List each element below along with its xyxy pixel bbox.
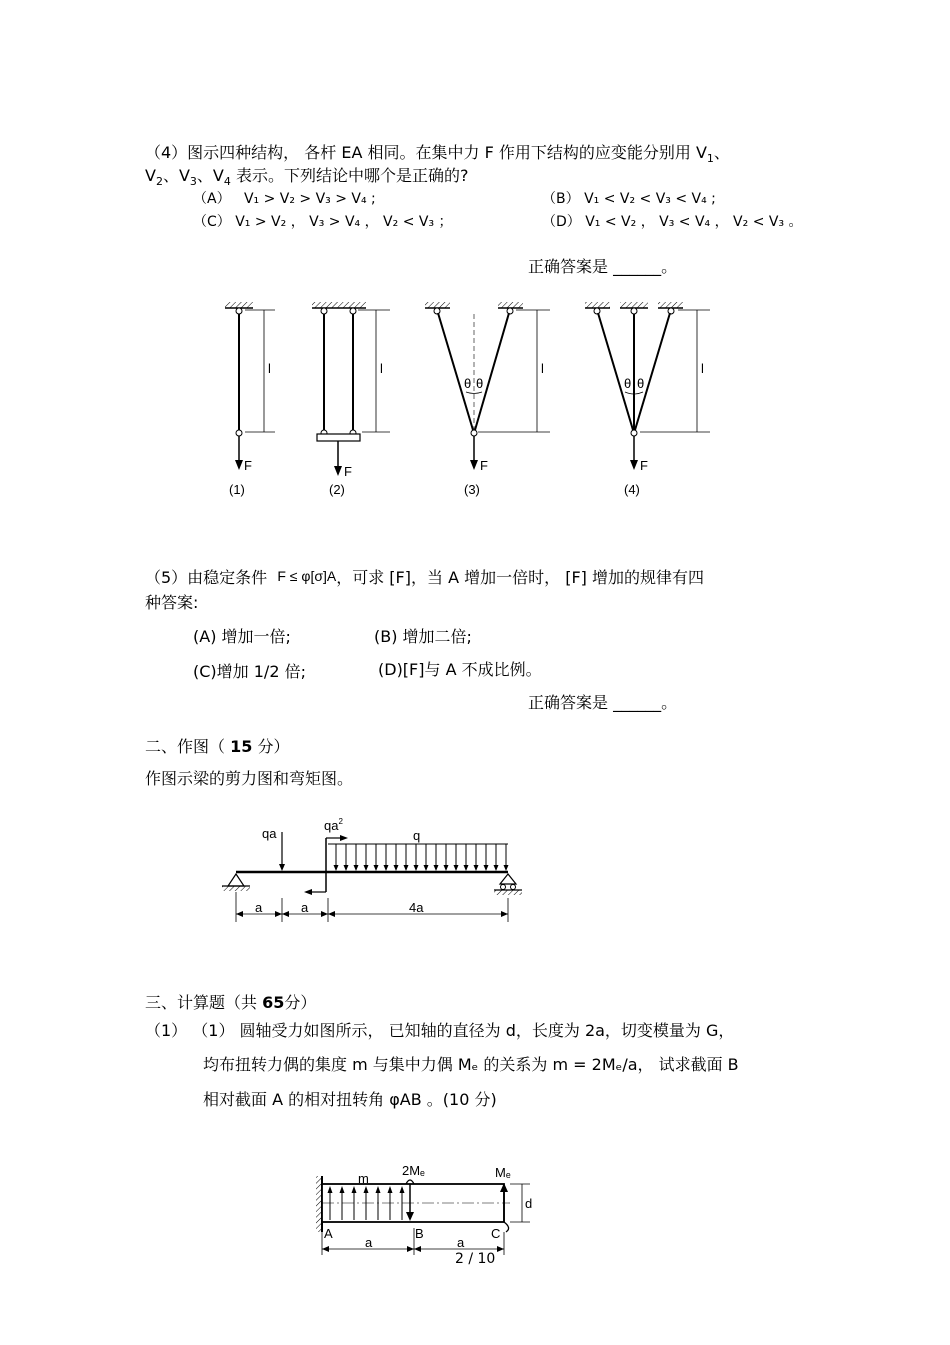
- dim-a-1: a: [255, 900, 263, 915]
- load-arrowhead: [494, 865, 499, 871]
- load-arrowhead: [484, 865, 489, 871]
- fig1-length: l: [268, 361, 271, 376]
- fig1-label: (1): [229, 482, 245, 497]
- couple-label: $qa^2$: [324, 817, 343, 833]
- q5-line1: （5）由稳定条件 F ≤ φ[σ]A，可求 [F]，当 A 增加一倍时， [F] 增加的规律有四: [145, 568, 704, 587]
- fig4-label: (4): [624, 482, 640, 497]
- load-arrowhead: [344, 865, 349, 871]
- load-arrowhead: [454, 865, 459, 871]
- structure-4: [585, 302, 710, 497]
- q5-option-b: (B) 增加二倍;: [374, 627, 472, 646]
- beam-figure: [0, 812, 950, 932]
- fig-a1-label: a: [365, 1235, 373, 1250]
- q5-option-a: (A) 增加一倍;: [193, 627, 291, 646]
- fig-2Me-label: 2Mₑ: [402, 1163, 425, 1178]
- fig3-label: (3): [464, 482, 480, 497]
- q5-line2: 种答案:: [145, 593, 199, 612]
- q4-answer: 正确答案是 ______。: [528, 257, 678, 276]
- structure-1: [225, 302, 275, 497]
- q4-structures-figure: [0, 295, 950, 555]
- fig2-label: (2): [329, 482, 345, 497]
- fig2-force: F: [344, 464, 352, 479]
- fig4-theta-left: θ: [624, 376, 632, 391]
- fig-a2-label: a: [457, 1235, 465, 1250]
- sec3-p1-line1: （1） （1） 圆轴受力如图所示， 已知轴的直径为 d，长度为 2a，切变模量为 G，: [145, 1021, 735, 1040]
- distributed-load-arrows: [334, 844, 509, 871]
- load-arrowhead: [354, 865, 359, 871]
- q4-option-b: （B） V₁ < V₂ < V₃ < V₄ ;: [542, 191, 716, 207]
- section3-title: 三、计算题（共 65分）: [145, 993, 317, 1012]
- fig-A-label: A: [324, 1226, 333, 1241]
- load-arrowhead: [504, 865, 509, 871]
- fig1-force: F: [244, 458, 252, 473]
- fig3-force: F: [480, 458, 488, 473]
- q4-option-a: （A） V₁ > V₂ > V₃ > V₄ ;: [193, 191, 376, 207]
- section2-desc: 作图示梁的剪力图和弯矩图。: [145, 769, 354, 788]
- load-arrowhead: [414, 865, 419, 871]
- sec3-p1-line3: 相对截面 A 的相对扭转角 φAB 。(10 分): [203, 1090, 497, 1109]
- fig4-length: l: [701, 361, 704, 376]
- fig3-theta-left: θ: [464, 376, 472, 391]
- load-arrowhead: [474, 865, 479, 871]
- fig-Me-label: Mₑ: [495, 1165, 511, 1180]
- load-arrowhead: [424, 865, 429, 871]
- load-arrowhead: [384, 865, 389, 871]
- q5-answer: 正确答案是 ______。: [528, 693, 678, 712]
- dim-a-2: a: [301, 900, 309, 915]
- fig-C-label: C: [491, 1226, 501, 1241]
- fig2-length: l: [380, 361, 383, 376]
- page-number: 2 / 10: [455, 1251, 496, 1267]
- sec3-p1-line2: 均布扭转力偶的集度 m 与集中力偶 Mₑ 的关系为 m = 2Mₑ/a， 试求截面 B: [203, 1055, 739, 1074]
- load-arrowhead: [394, 865, 399, 871]
- section2-title: 二、作图（ 15 分）: [145, 737, 290, 756]
- load-q-label: q: [413, 828, 421, 843]
- shaft-figure: [0, 1160, 950, 1260]
- q4-option-c: （C） V₁ > V₂ ， V₃ > V₄ ， V₂ < V₃ ；: [193, 214, 453, 230]
- load-arrowhead: [444, 865, 449, 871]
- fig-m-label: m: [358, 1171, 369, 1186]
- q5-option-c: (C)增加 1/2 倍;: [193, 662, 306, 681]
- fig3-theta-right: θ: [476, 376, 484, 391]
- fig3-length: l: [541, 361, 544, 376]
- q5-formula: F ≤ φ[σ]A: [277, 568, 337, 584]
- fig4-force: F: [640, 458, 648, 473]
- q4-line1: （4）图示四种结构， 各杆 EA 相同。在集中力 F 作用下结构的应变能分别用 $V_1$、: [145, 143, 730, 165]
- structure-2: [312, 302, 390, 497]
- load-qa-label: qa: [262, 826, 277, 841]
- load-arrowhead: [364, 865, 369, 871]
- load-arrowhead: [434, 865, 439, 871]
- q5-option-d: (D)[F]与 A 不成比例。: [378, 660, 542, 679]
- structure-3: [425, 302, 550, 497]
- load-arrowhead: [374, 865, 379, 871]
- load-arrowhead: [334, 865, 339, 871]
- fig-d-label: d: [525, 1196, 533, 1211]
- load-arrowhead: [464, 865, 469, 871]
- dim-4a: 4a: [409, 900, 424, 915]
- q4-option-d: （D） V₁ < V₂ ， V₃ < V₄ ， V₂ < V₃ 。: [542, 214, 803, 230]
- fig4-theta-right: θ: [637, 376, 645, 391]
- load-arrowhead: [404, 865, 409, 871]
- fig-B-label: B: [415, 1226, 424, 1241]
- q4-line2: $V_2$、$V_3$、$V_4$ 表示。下列结论中哪个是正确的?: [145, 166, 469, 188]
